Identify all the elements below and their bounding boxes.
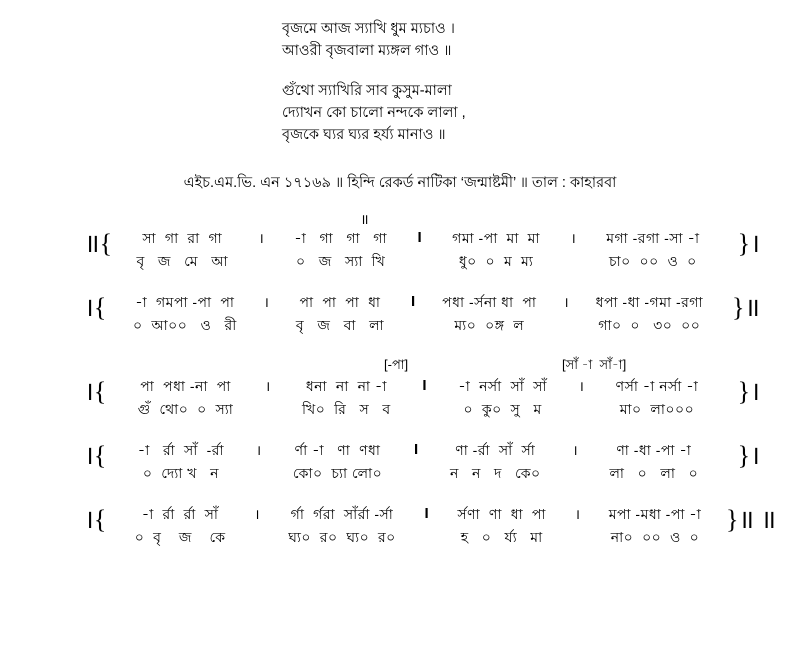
svara-line: মগা -রগা -সা -া — [606, 230, 700, 246]
bar-group — [110, 228, 726, 272]
svara-line: র্সণা ণা ধা পা — [457, 506, 546, 522]
notation-block — [0, 210, 800, 548]
svara-line: সা গা রা গা — [142, 230, 223, 246]
syllable-line: ০ দ্যো খ ন — [142, 465, 219, 481]
lyric-stanza — [282, 18, 800, 62]
svara-line: -া র্রা সাঁ -র্রা — [137, 442, 225, 458]
bar-separator: I — [424, 505, 429, 522]
notation-system-row — [84, 292, 760, 336]
bar-separator: । — [258, 230, 264, 246]
notation-bar — [110, 440, 252, 484]
svara-line: মপা -মধা -পা -া — [608, 506, 702, 522]
bar-separator: । — [563, 294, 569, 310]
syllable-line: বৃ জ মে আ — [136, 253, 229, 269]
bar-separator: । — [572, 442, 578, 458]
svara-line: ধপা -ধা -গমা -রগা — [595, 294, 704, 310]
bar-separator: । — [574, 506, 580, 522]
right-brace: }। — [737, 441, 760, 470]
svara-line: পা পধা -না পা — [140, 378, 231, 394]
bar-group — [110, 292, 726, 336]
syllable-line: কো০ চ্যা লো০ — [292, 465, 383, 481]
svara-line: গমা -পা মা মা — [452, 230, 540, 246]
syllable-line: ঘ্য০ র০ ঘ্য০ র০ — [288, 529, 396, 545]
bar-separator: । — [255, 442, 262, 458]
right-brace: }। — [737, 377, 760, 406]
svara-line: র্গা র্গরা সাঁর্রা -র্সা — [290, 506, 394, 522]
notation-bar — [584, 504, 726, 548]
bar-group — [110, 376, 726, 420]
svara-line: -া নর্সা সাঁ সাঁ — [458, 378, 547, 394]
syllable-line: ০ আ০০ ও রী — [132, 317, 237, 333]
lyric-line: গুঁথো স্যাখিরি সাব কুসুম-মালা — [282, 83, 452, 99]
notation-system — [84, 356, 760, 420]
bar-separator: I — [422, 377, 427, 394]
syllable-line: বৃ জ বা লা — [295, 317, 385, 333]
svara-line: -া র্রা র্রা সাঁ — [141, 506, 219, 522]
notation-system-row — [84, 376, 760, 420]
notation-bar — [426, 228, 567, 272]
notation-bar — [419, 292, 559, 336]
syllable-line: মা০ লা০০০ — [619, 401, 695, 417]
notation-system — [84, 228, 760, 272]
notation-bar — [433, 504, 571, 548]
bar-separator: । — [265, 378, 271, 394]
syllable-line: ধু০ ০ ম ম্য — [458, 253, 534, 269]
notation-bar — [573, 292, 726, 336]
syllable-line: ম্য০ ০ঙ্গ ল — [454, 317, 525, 333]
left-brace: ।{ — [84, 441, 107, 470]
lyric-line: বৃজকে ঘ্যর ঘ্যর হর্য্য মানাও ॥ — [282, 127, 446, 143]
notation-bar — [264, 504, 421, 548]
svara-line: র্ণা -া ণা ণধা — [294, 442, 381, 458]
notation-bar — [580, 228, 726, 272]
syllable-line: লা ০ লা ০ — [609, 465, 699, 481]
notation-bar — [274, 376, 418, 420]
notation-bar — [273, 292, 407, 336]
left-brace: ॥{ — [84, 229, 113, 258]
syllable-line: না০ ০০ ও ০ — [610, 529, 700, 545]
svara-line: পধা -র্সনা ধা পা — [442, 294, 537, 310]
bar-separator: I — [413, 441, 419, 458]
syllable-line: হ ০ র্য্য মা — [460, 529, 543, 545]
notation-system — [84, 440, 760, 484]
notation-top-mark: ॥ — [360, 211, 369, 227]
right-brace: }। — [737, 229, 760, 258]
lyric-line: বৃজমে আজ স্যাখি ধুম ম্যচাও । — [282, 21, 455, 37]
notation-bar — [268, 228, 414, 272]
notation-annotation-row — [84, 356, 760, 376]
notation-bar — [265, 440, 410, 484]
lyric-line: দ্যোখন কো চালো নন্দকে লালা , — [282, 105, 466, 121]
svara-line: পা পা পা ধা — [299, 294, 381, 310]
notation-bar — [588, 376, 726, 420]
svara-line: ধনা না না -া — [305, 378, 387, 394]
lyric-line: আওরী বৃজবালা ম্যঙ্গল গাও ॥ — [282, 43, 452, 59]
syllable-line: গুঁ থো০ ০ স্যা — [137, 401, 234, 417]
notation-system — [84, 504, 777, 548]
right-brace: }॥ — [731, 293, 760, 322]
notation-system-row — [84, 228, 760, 272]
lyric-stanza — [282, 80, 800, 146]
bar-separator: । — [263, 294, 269, 310]
bar-group — [110, 504, 726, 548]
notation-bar — [431, 376, 575, 420]
record-credit-line: এইচ.এম.ভি. এন ১৭১৬৯ ॥ হিন্দি রেকর্ড নাটিকা ‘জন্মাষ্টমী’ ॥ তাল : কাহারবা — [183, 175, 617, 191]
left-brace: ।{ — [84, 505, 107, 534]
svara-line: ণর্সা -া নর্সা -া — [615, 378, 699, 394]
svara-line: -া গমপা -পা পা — [135, 294, 235, 310]
syllable-line: ০ বৃ জ কে — [134, 529, 226, 545]
left-brace: ।{ — [84, 293, 107, 322]
notation-annotation: [-পা] — [384, 357, 409, 372]
syllable-line: চা০ ০০ ও ০ — [609, 253, 697, 269]
notation-bar — [110, 504, 250, 548]
syllable-line: গা০ ০ ৩০ ০০ — [598, 317, 701, 333]
lyrics-block — [0, 0, 800, 146]
notation-annotation: [সাঁ -া সাঁ-া] — [562, 357, 627, 372]
notation-system-row — [84, 440, 760, 484]
notation-system-row — [84, 504, 777, 548]
svara-line: -া গা গা গা — [294, 230, 388, 246]
bar-group — [110, 440, 726, 484]
bar-separator: । — [578, 378, 584, 394]
bar-separator: I — [417, 229, 422, 246]
syllable-line: খি০ রি স ব — [302, 401, 391, 417]
bar-separator: । — [254, 506, 260, 522]
svara-line: ণা -র্রা সাঁ র্সা — [455, 442, 536, 458]
left-brace: ।{ — [84, 377, 107, 406]
notation-bar — [582, 440, 726, 484]
bar-separator: । — [570, 230, 576, 246]
bar-separator: I — [411, 293, 416, 310]
syllable-line: ০ কু০ সু ম — [463, 401, 542, 417]
right-brace: }॥ ॥ — [726, 505, 777, 534]
notation-system — [84, 292, 760, 336]
syllable-line: ০ জ স্যা খি — [296, 253, 386, 269]
notation-bar — [110, 292, 260, 336]
notation-bar — [110, 376, 261, 420]
syllable-line: ন ন দ কে০ — [449, 465, 541, 481]
notation-bar — [422, 440, 568, 484]
svara-line: ণা -ধা -পা -া — [616, 442, 692, 458]
notation-bar — [110, 228, 255, 272]
